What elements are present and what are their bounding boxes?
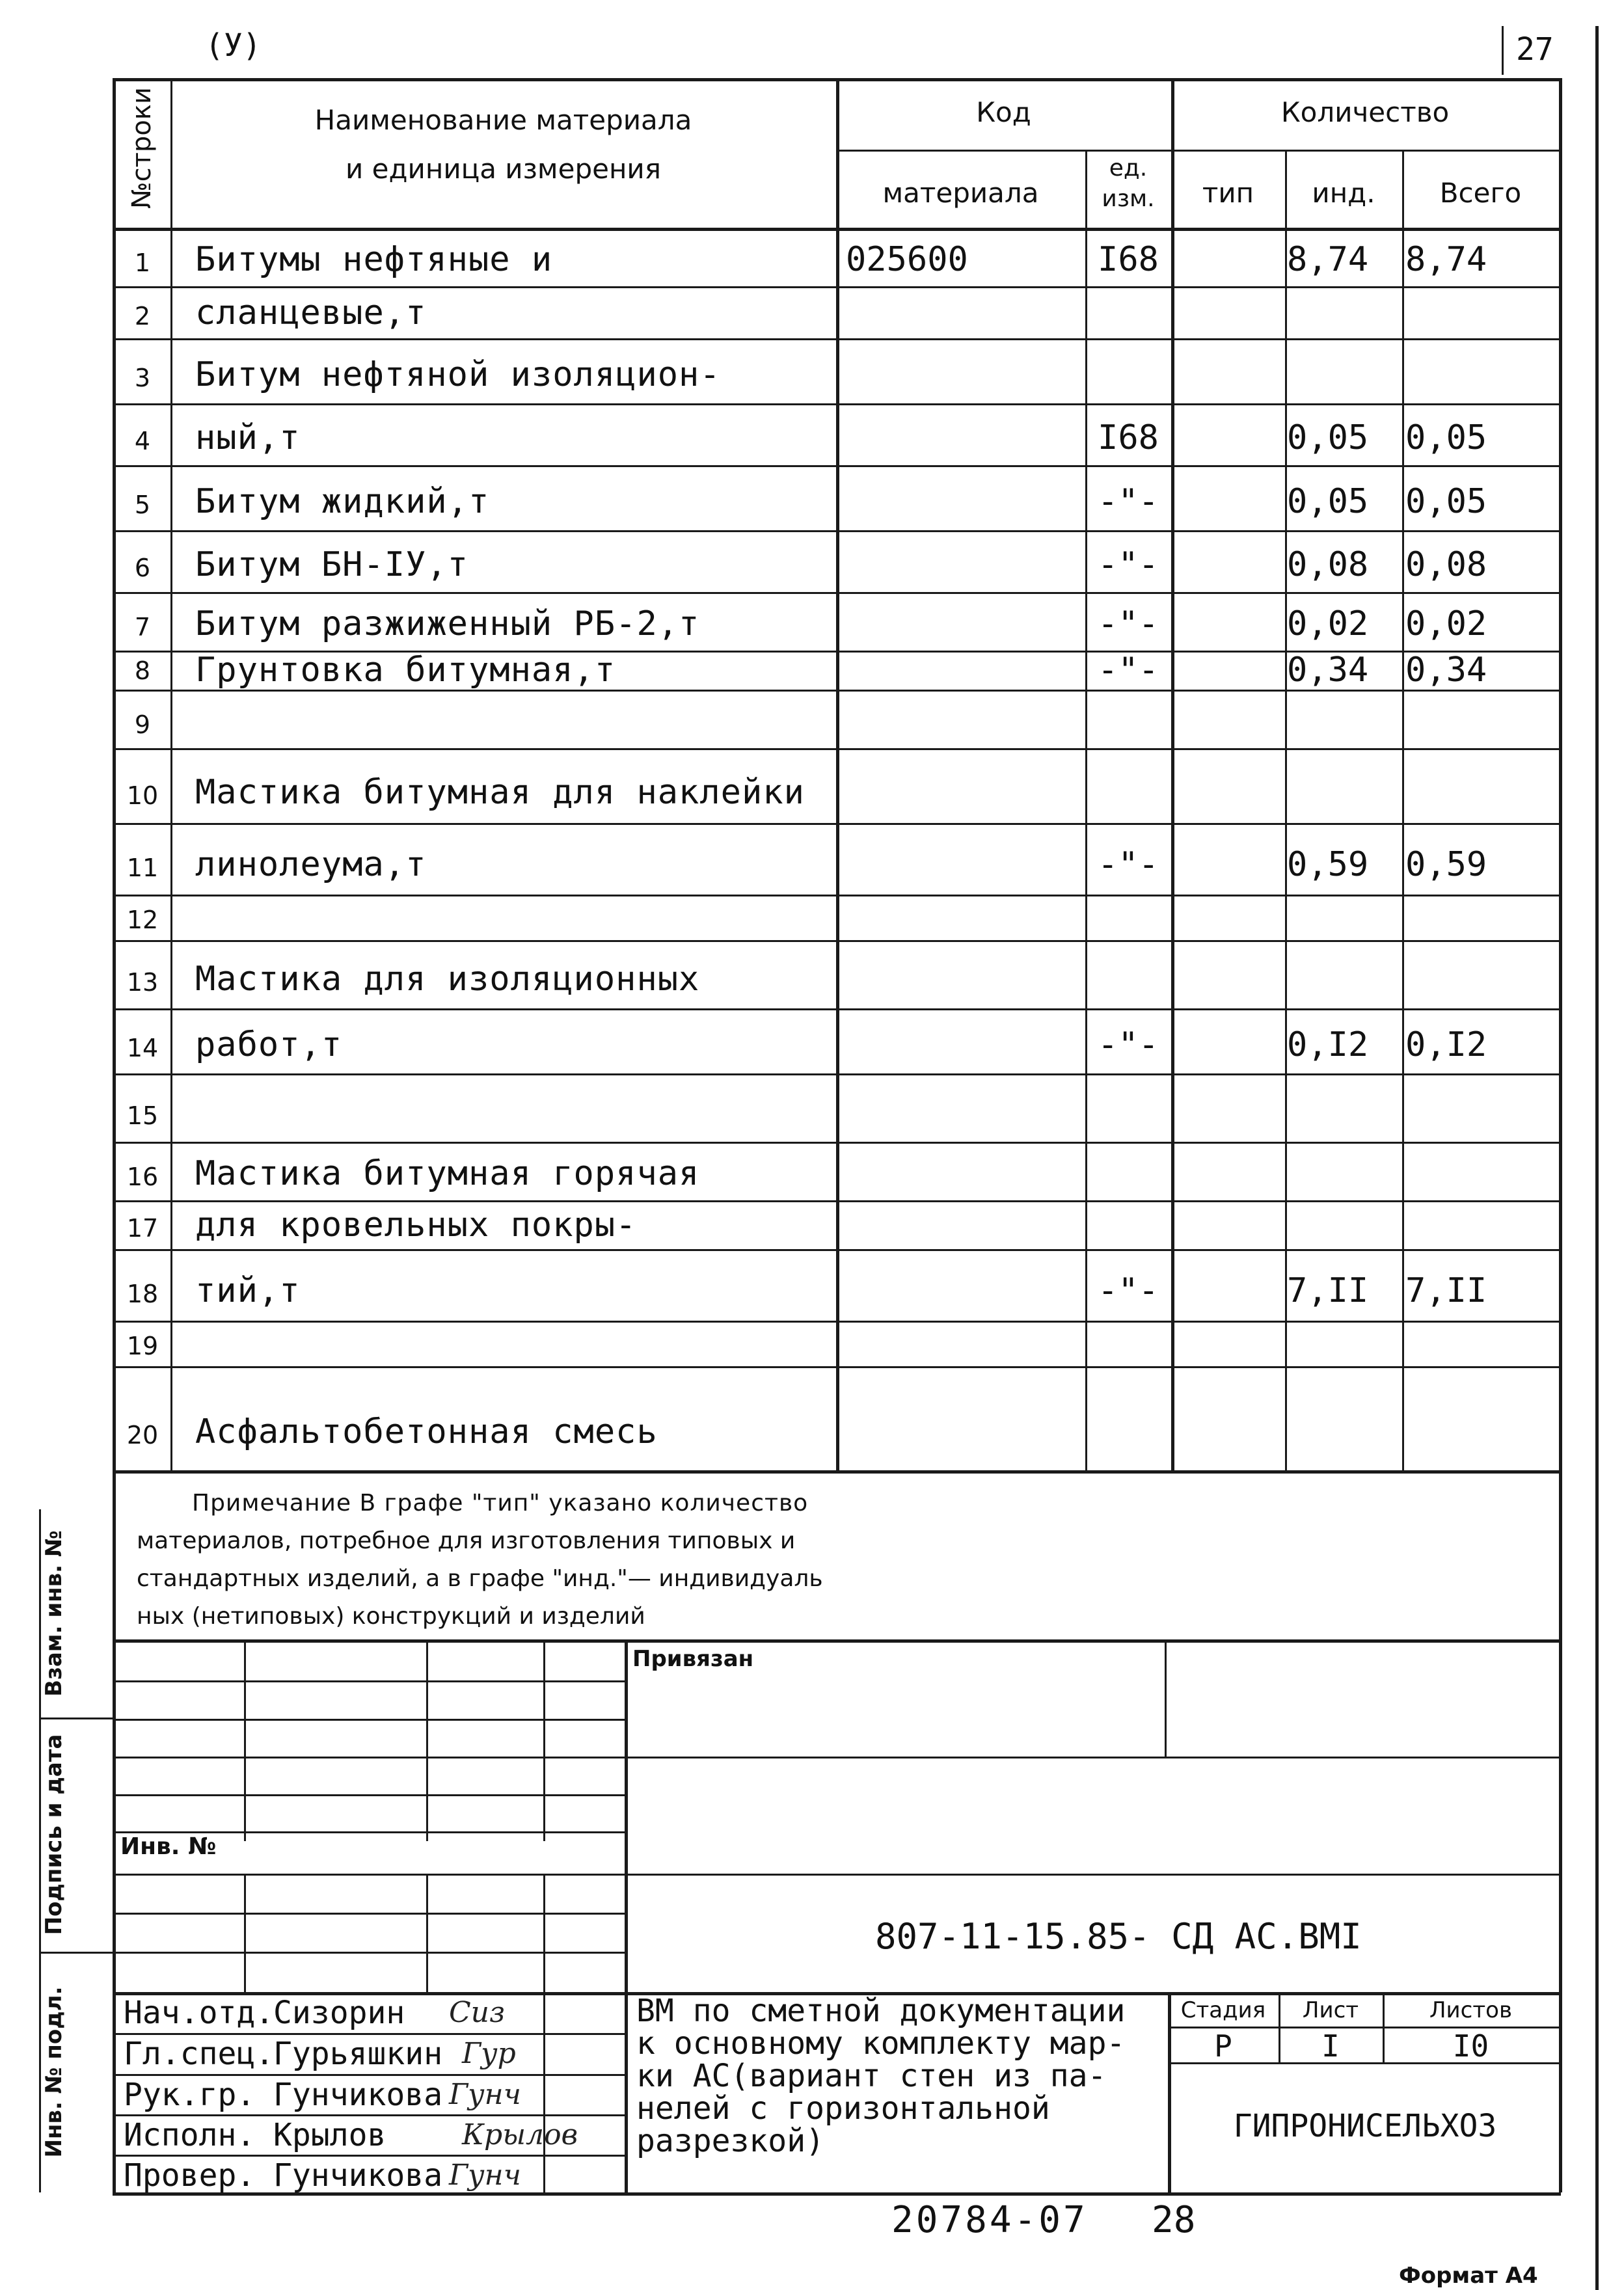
unit-code: -"- — [1098, 1271, 1159, 1310]
qty-ind: 7,II — [1287, 1271, 1369, 1310]
row-divider — [113, 940, 1561, 942]
header-unit-line1: ед. — [1109, 155, 1148, 182]
signature: Крылов — [462, 2118, 578, 2151]
signer-name: Крылов — [273, 2117, 386, 2153]
material-name: Битум БН-IУ,т — [195, 545, 468, 584]
row-divider — [113, 465, 1561, 467]
signature: Гунч — [449, 2159, 522, 2192]
title-line3: ки АС(вариант стен из па- — [636, 2058, 1107, 2094]
format-label: Формат А4 — [1399, 2263, 1538, 2289]
stage-label: Стадия — [1180, 1997, 1266, 2023]
signer-role: Гл.спец. — [124, 2036, 275, 2072]
note-line2: материалов, потребное для изготовления типовых и — [137, 1528, 796, 1554]
row-divider — [113, 1008, 1561, 1010]
row-number: 13 — [126, 968, 159, 997]
row-number: 5 — [134, 491, 151, 520]
material-name: Грунтовка битумная,т — [195, 651, 616, 690]
signer-name: Сизорин — [273, 1995, 405, 2031]
material-name: Мастика битумная для наклейки — [195, 772, 805, 812]
qty-total: 0,I2 — [1405, 1025, 1487, 1065]
qty-ind: 0,05 — [1287, 482, 1369, 522]
material-name: сланцевые,т — [195, 293, 427, 333]
material-name: Битум разжиженный РБ-2,т — [195, 604, 700, 643]
unit-code: -"- — [1098, 545, 1159, 584]
unit-code: -"- — [1098, 651, 1159, 690]
row-number: 10 — [126, 781, 159, 810]
sheets-label: Листов — [1429, 1997, 1512, 2023]
row-number: 14 — [126, 1034, 159, 1063]
material-name: для кровельных покры- — [195, 1205, 637, 1245]
qty-total: 0,08 — [1405, 545, 1487, 584]
row-number: 8 — [134, 656, 151, 686]
header-type: тип — [1202, 177, 1254, 209]
qty-total: 0,02 — [1405, 604, 1487, 643]
material-name: Битум нефтяной изоляцион- — [195, 355, 721, 395]
side-label-podpis: Подпись и дата — [41, 1734, 67, 1935]
qty-ind: 8,74 — [1287, 239, 1369, 279]
row-number: 18 — [126, 1279, 159, 1308]
material-name: Мастика битумная горячая — [195, 1153, 700, 1193]
title-line1: ВМ по сметной документации — [636, 1993, 1126, 2029]
row-divider — [113, 1249, 1561, 1251]
signature: Сиз — [449, 1996, 506, 2029]
row-divider — [113, 1366, 1561, 1368]
qty-ind: 0,I2 — [1287, 1025, 1369, 1065]
signer-role: Нач.отд. — [124, 1995, 275, 2031]
doc-code: 807-11-15.85- СД АС.ВМI — [875, 1916, 1362, 1957]
material-name: Битум жидкий,т — [195, 482, 490, 522]
row-divider — [113, 1470, 1561, 1474]
row-number: 17 — [126, 1213, 159, 1243]
unit-code: I68 — [1098, 418, 1159, 457]
row-number: 19 — [126, 1331, 159, 1360]
header-total: Всего — [1439, 177, 1522, 209]
sheet-label: Лист — [1302, 1997, 1359, 2023]
qty-total: 0,34 — [1405, 651, 1487, 690]
bottom-number: 20784-07 — [891, 2199, 1088, 2241]
qty-total: 7,II — [1405, 1271, 1487, 1310]
qty-ind: 0,05 — [1287, 418, 1369, 457]
material-name: Битумы нефтяные и — [195, 239, 553, 279]
qty-ind: 0,02 — [1287, 604, 1369, 643]
row-number: 15 — [126, 1101, 159, 1131]
signer-name: Гунчикова — [273, 2077, 443, 2113]
row-number: 16 — [126, 1162, 159, 1191]
signer-name: Гунчикова — [273, 2157, 443, 2194]
row-divider — [113, 1321, 1561, 1323]
qty-total: 0,05 — [1405, 418, 1487, 457]
note-line4: ных (нетиповых) конструкций и изделий — [137, 1603, 645, 1630]
material-name: работ,т — [195, 1025, 343, 1065]
bottom-page: 28 — [1152, 2199, 1196, 2241]
row-number: 1 — [134, 248, 151, 277]
row-divider — [113, 1200, 1561, 1202]
stage-value: Р — [1214, 2028, 1232, 2064]
corner-mark: (У) — [205, 27, 262, 64]
material-name: ный,т — [195, 418, 301, 457]
side-label-vzam: Взам. инв. № — [41, 1530, 67, 1697]
unit-code: -"- — [1098, 844, 1159, 884]
inv-no-label: Инв. № — [120, 1833, 217, 1860]
note-line1: Примечание В графе "тип" указано количество — [192, 1490, 809, 1516]
row-divider — [113, 1142, 1561, 1144]
organization-name: ГИПРОНИСЕЛЬХОЗ — [1233, 2108, 1497, 2144]
signer-name: Гурьяшкин — [273, 2036, 443, 2072]
row-number: 7 — [134, 612, 151, 641]
row-divider — [113, 748, 1561, 750]
side-label-inv-podl: Инв. № подл. — [41, 1986, 67, 2158]
header-code: Код — [976, 96, 1031, 128]
row-divider — [113, 592, 1561, 594]
row-divider — [113, 690, 1561, 692]
header-row-no: №строки — [127, 87, 157, 209]
qty-total: 8,74 — [1405, 239, 1487, 279]
row-number: 6 — [134, 553, 151, 582]
qty-ind: 0,08 — [1287, 545, 1369, 584]
note-line3: стандартных изделий, а в графе "инд."— индивидуаль — [137, 1565, 823, 1592]
signature: Гунч — [449, 2078, 522, 2111]
unit-code: -"- — [1098, 1025, 1159, 1065]
unit-code: I68 — [1098, 239, 1159, 279]
row-number: 4 — [134, 426, 151, 455]
sheets-value: I0 — [1452, 2028, 1489, 2064]
header-name-line2: и единица измерения — [345, 153, 661, 185]
right-border-line — [1595, 26, 1599, 2290]
qty-ind: 0,34 — [1287, 651, 1369, 690]
material-name: тий,т — [195, 1271, 301, 1310]
row-divider — [113, 286, 1561, 288]
signer-role: Исполн. — [124, 2117, 256, 2153]
qty-total: 0,59 — [1405, 844, 1487, 884]
header-name-line1: Наименование материала — [314, 104, 692, 136]
signature: Гур — [462, 2037, 516, 2070]
row-number: 2 — [134, 302, 151, 331]
title-line5: разрезкой) — [636, 2123, 824, 2159]
row-divider — [113, 1073, 1561, 1075]
page-number-divider — [1502, 26, 1504, 75]
row-divider — [113, 895, 1561, 896]
signer-role: Провер. — [124, 2157, 256, 2194]
row-divider — [113, 338, 1561, 340]
header-unit-line2: изм. — [1102, 185, 1155, 212]
row-divider — [113, 403, 1561, 405]
qty-ind: 0,59 — [1287, 844, 1369, 884]
material-name: Асфальтобетонная смесь — [195, 1412, 658, 1452]
unit-code: -"- — [1098, 604, 1159, 643]
row-number: 3 — [134, 364, 151, 393]
header-ind: инд. — [1312, 177, 1375, 209]
row-number: 9 — [134, 710, 151, 739]
row-number: 20 — [126, 1421, 159, 1450]
row-number: 11 — [126, 853, 159, 882]
row-number: 12 — [126, 905, 159, 934]
sheet-value: I — [1321, 2028, 1340, 2064]
qty-total: 0,05 — [1405, 482, 1487, 522]
privyazan-label: Привязан — [632, 1646, 754, 1672]
material-name: линолеума,т — [195, 844, 427, 884]
header-quantity: Количество — [1280, 96, 1450, 128]
page-number: 27 — [1516, 31, 1554, 68]
row-divider — [113, 823, 1561, 825]
material-name: Мастика для изоляционных — [195, 960, 700, 999]
header-material: материала — [882, 177, 1039, 209]
material-code: 025600 — [846, 239, 968, 279]
row-divider — [113, 530, 1561, 532]
signer-role: Рук.гр. — [124, 2077, 256, 2113]
title-line2: к основному комплекту мар- — [636, 2025, 1126, 2062]
unit-code: -"- — [1098, 482, 1159, 522]
title-line4: нелей с горизонтальной — [636, 2090, 1050, 2127]
